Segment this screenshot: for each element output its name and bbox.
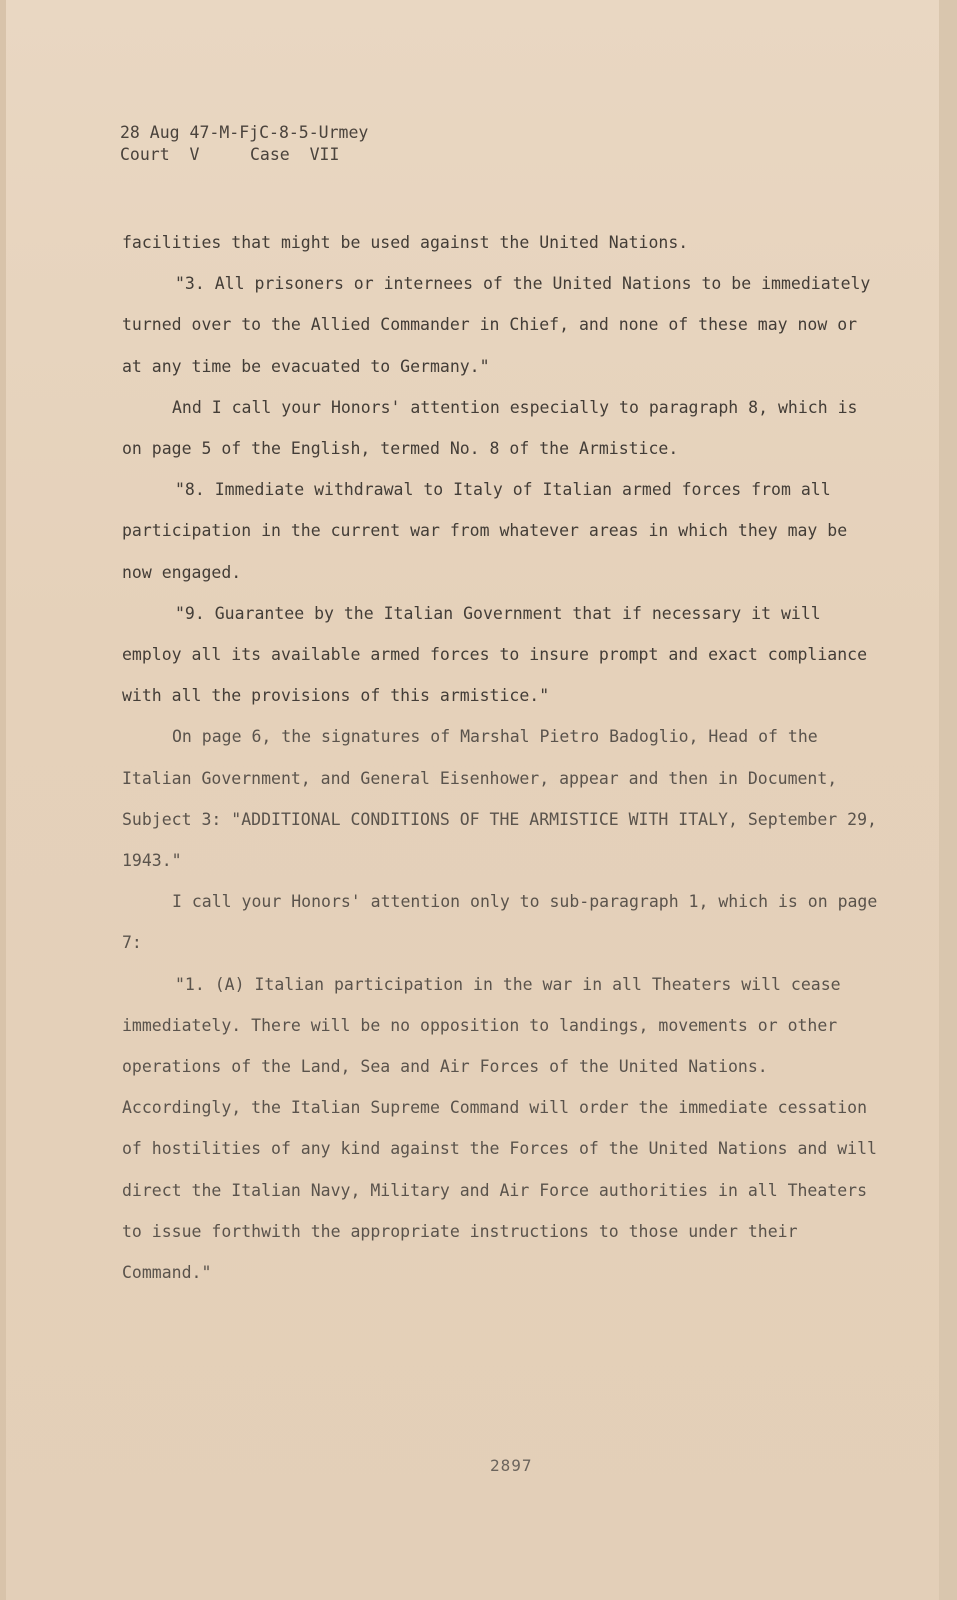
paragraph-1: facilities that might be used against the United Nations. xyxy=(122,233,689,252)
paragraph-8: "1. (A) Italian participation in the war in all Theaters will cease immediately. There will be no opposition to landings, movements or other operations of the Land, Sea and Air Forces of the United Nations. Accordingly, the Italian Supreme Command will order the immediate cessation of hostilities of any kind against the Forces of the United Nations and will direct the Italian Navy, Military and Air Force authorities in all Theaters to issue forthwith the appropriate instructions to those under their Command." xyxy=(122,974,877,1283)
header-court-case xyxy=(120,144,368,166)
header-court: Court V xyxy=(120,145,200,164)
page-number: 2897 xyxy=(490,1456,533,1475)
document-body xyxy=(122,222,882,1293)
paragraph-6: On page 6, the signatures of Marshal Pietro Badoglio, Head of the Italian Government, and General Eisenhower, appear and then in Document, Subject 3: "ADDITIONAL CONDITIONS OF THE ARMISTICE WITH ITALY, September 29, 1943." xyxy=(122,727,877,871)
paragraph-4: "8. Immediate withdrawal to Italy of Italian armed forces from all participation in the current war from whatever areas in which they may be now engaged. xyxy=(122,480,848,582)
paragraph-5: "9. Guarantee by the Italian Government that if necessary it will employ all its available armed forces to insure prompt and exact compliance with all the provisions of this armistice." xyxy=(122,603,868,706)
header-case: Case VII xyxy=(250,145,340,164)
header-reference: 28 Aug 47-M-FjC-8-5-Urmey xyxy=(120,123,369,142)
paragraph-7: I call your Honors' attention only to sub-paragraph 1, which is on page 7: xyxy=(122,892,878,953)
document-header xyxy=(120,122,368,166)
paragraph-3: And I call your Honors' attention especially to paragraph 8, which is on page 5 of the English, termed No. 8 of the Armistice. xyxy=(122,397,858,459)
paragraph-2: "3. All prisoners or internees of the United Nations to be immediately turned over to the Allied Commander in Chief, and none of these may now or at any time be evacuated to Germany." xyxy=(122,274,871,376)
